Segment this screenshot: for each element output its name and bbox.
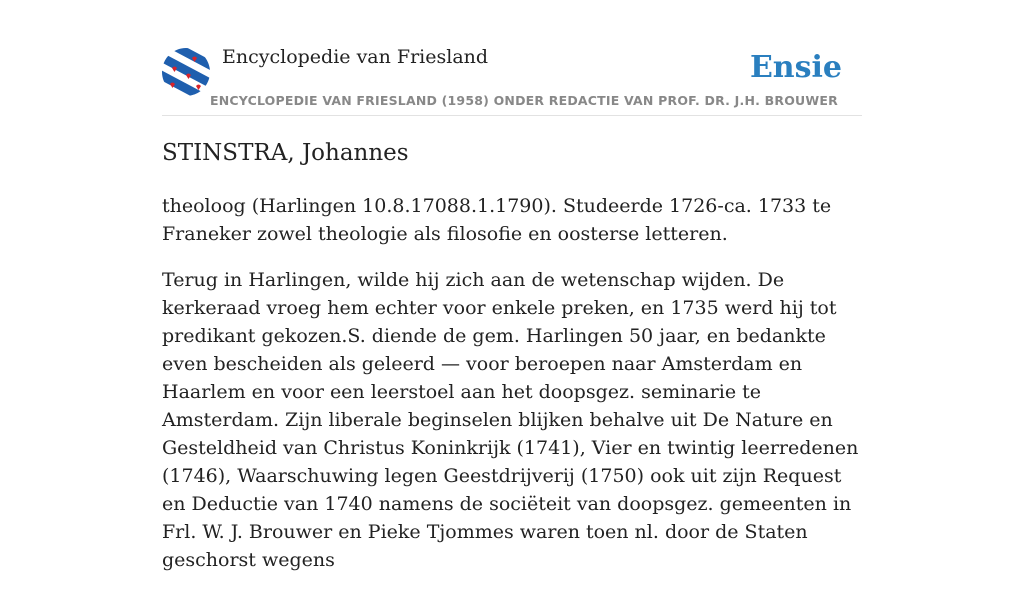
entry-title: STINSTRA, Johannes bbox=[162, 140, 409, 166]
entry-paragraph: Terug in Harlingen, wilde hij zich aan de wetenschap wijden. De kerkeraad vroeg hem echter voor enkele preken, en 1735 werd hij tot predikant gekozen.S. diende de gem. Harlingen 50 jaar, en bedankte even bescheiden als geleerd — voor beroepen naar Amsterdam en Haarlem en voor een leerstoel aan het doopsgez. seminarie te Amsterdam. Zijn liberale beginselen blijken behalve uit De Nature en Gesteldheid van Christus Koninkrijk (1741), Vier en twintig leerredenen (1746), Waarschuwing legen Geestdrijverij (1750) ook uit zijn Request en Deductie van 1740 namens de sociëteit van doopsgez. gemeenten in Frl. W. J. Brouwer en Pieke Tjommes waren toen nl. door de Staten geschorst wegens bbox=[162, 269, 859, 571]
ensie-logo[interactable]: Ensie bbox=[749, 50, 842, 85]
entry-body bbox=[162, 192, 862, 592]
site-header bbox=[162, 44, 862, 116]
entry-paragraph: theoloog (Harlingen 10.8.17088.1.1790). Studeerde 1726-ca. 1733 te Franeker zowel theologie als filosofie en oosterse letteren. bbox=[162, 195, 832, 245]
source-subtitle: ENCYCLOPEDIE VAN FRIESLAND (1958) ONDER REDACTIE VAN PROF. DR. J.H. BROUWER bbox=[210, 93, 838, 108]
frisian-flag-icon[interactable] bbox=[162, 48, 210, 96]
source-title[interactable]: Encyclopedie van Friesland bbox=[222, 46, 489, 68]
header-divider bbox=[162, 115, 862, 116]
